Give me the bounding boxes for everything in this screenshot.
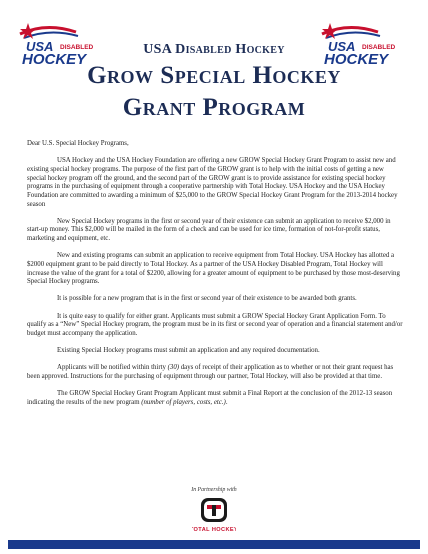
- logo-usa-text: USA: [328, 39, 356, 54]
- total-hockey-logo: [192, 497, 236, 533]
- logo-disabled-text: DISABLED: [362, 44, 396, 51]
- org-title: USA Disabled Hockey: [143, 42, 285, 57]
- paragraph-7-italic: (30): [167, 364, 180, 372]
- paragraph-4: It is possible for a new program that is in the first or second year of their existence to be awarded both grants.: [57, 295, 357, 303]
- paragraph-3: New and existing programs can submit an application to receive equipment from Total Hockey. USA Hockey has allotted a $2000 equipment grant to be paid directly to Total Hockey. As a partner of the USA Hockey Disabled Program, Total Hockey will increase the value of the grant for a total of $2200, allowing for a greater amount of equipment to be purchased by those most-deserving Special Hockey programs.: [27, 252, 400, 286]
- partnership-caption: In Partnership with: [191, 487, 237, 493]
- paragraph-7-after: days of receipt of their application as to whether or not their grant request has been approved. Instructions for the purchasing of equipment through our partner, Total Hockey, will also be provided at that time.: [27, 364, 394, 380]
- paragraph-7: [27, 364, 403, 381]
- total-hockey-name: TOTAL HOCKEY: [192, 527, 236, 533]
- paragraph-5: It is quite easy to qualify for either grant. Applicants must submit a GROW Special Hockey Grant Application Form. To qualify as a “New” Special Hockey program, the program must be in its first or second year of operation and a financial statement and/or budget must accompany the application.: [27, 312, 403, 337]
- paragraph-8-after: .: [225, 398, 228, 406]
- salutation: Dear U.S. Special Hockey Programs,: [27, 140, 129, 147]
- paragraph-8: [27, 390, 403, 407]
- logo-hockey-text: HOCKEY: [324, 51, 389, 68]
- paragraph-2: New Special Hockey programs in the first or second year of their existence can submit an application to receive $2,000 in start-up money. This $2,000 will be mailed in the form of a check and can be used for ice time, formation of not-for-profit status, marketing and equipment, etc.: [27, 217, 391, 243]
- letter-body: [27, 140, 403, 416]
- page-title-line2: Grant Program: [122, 94, 306, 121]
- footer-bar: [8, 540, 420, 549]
- paragraph-1: USA Hockey and the USA Hockey Foundation are offering a new GROW Special Hockey Grant Program to assist new and existing special hockey programs. The purpose of the first part of the GROW grant is to help with the initial costs of getting a new special hockey program off the ground, and the second part of the GROW grant is to provide assistance for existing special hockey programs in the purchasing of equipment through a cooperative partnership with Total Hockey. USA Hockey and the USA Hockey Foundation are committed to awarding a minimum of $25,000 to the GROW Special Hockey Grant Program for the 2013-2014 hockey season: [27, 157, 398, 208]
- paragraph-8-italic: (number of players, costs, etc.): [141, 398, 226, 406]
- page-title-line1: Grow Special Hockey: [87, 62, 341, 89]
- logo-usa-text: USA: [26, 39, 54, 54]
- paragraph-8-before: The GROW Special Hockey Grant Program Applicant must submit a Final Report at the conclusion of the 2012-13 season indicating the results of the new program: [27, 389, 393, 406]
- logo-disabled-text: DISABLED: [60, 44, 94, 51]
- logo-hockey-text: HOCKEY: [22, 51, 87, 68]
- paragraph-7-before: Applicants will be notified within thirty: [57, 364, 168, 372]
- paragraph-6: Existing Special Hockey programs must submit an application and any required documentation.: [57, 347, 320, 354]
